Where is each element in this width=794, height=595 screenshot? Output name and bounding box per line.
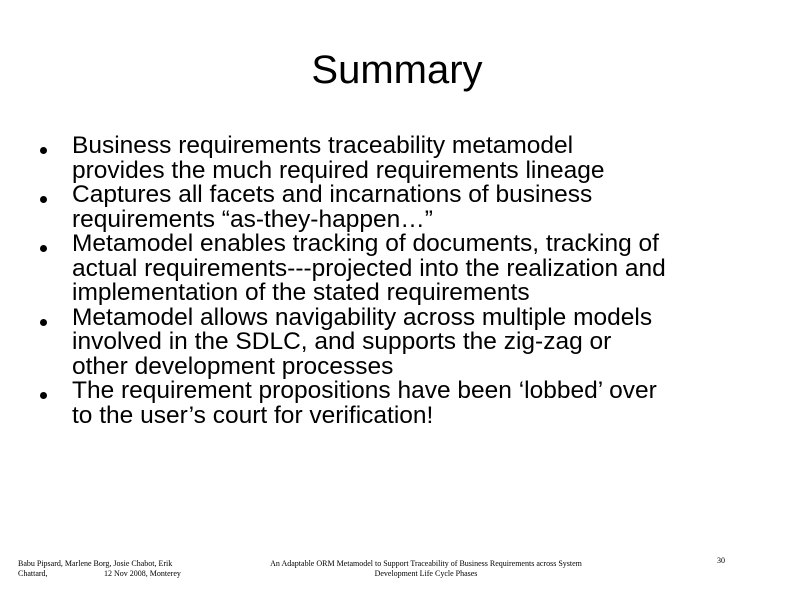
- bullet-item: [30, 303, 780, 380]
- footer-date: 12 Nov 2008, Monterey: [104, 569, 181, 578]
- bullet-text-line: Captures all facets and incarnations of business: [72, 181, 593, 208]
- bullet-item: [30, 379, 780, 428]
- bullet-dot-icon: [40, 319, 47, 326]
- bullet-text-line: to the user’s court for verification!: [72, 401, 434, 429]
- bullet-text-line: involved in the SDLC, and supports the zig-zag or: [72, 328, 612, 355]
- footer-paper-title-line: An Adaptable ORM Metamodel to Support Traceability of Business Requirements across System: [270, 559, 582, 568]
- bullet-dot-icon: [40, 147, 47, 154]
- bullet-text-line: implementation of the stated requirements: [72, 279, 530, 306]
- footer-authors-line: Babu Pipsard, Marlene Borg, Josie Chabot, Erik: [18, 559, 173, 568]
- bullet-item: [30, 232, 780, 306]
- bullet-item: [30, 134, 780, 183]
- bullet-text-line: Business requirements traceability metamodel: [72, 132, 574, 159]
- bullet-list: [30, 134, 780, 428]
- slide-title: Summary: [311, 48, 483, 92]
- bullet-text-line: Metamodel allows navigability across multiple models: [72, 303, 653, 331]
- bullet-dot-icon: [40, 392, 47, 399]
- bullet-text-line: The requirement propositions have been ‘lobbed’ over: [72, 377, 657, 404]
- bullet-text-line: other development processes: [72, 352, 394, 380]
- bullet-dot-icon: [40, 245, 47, 252]
- bullet-dot-icon: [40, 196, 47, 203]
- footer-authors: [18, 559, 218, 579]
- bullet-text-line: requirements “as-they-happen…”: [72, 205, 433, 233]
- bullet-item: [30, 183, 780, 232]
- bullet-text-line: actual requirements---projected into the realization and: [72, 254, 666, 282]
- footer-paper-title-line: Development Life Cycle Phases: [374, 569, 478, 578]
- bullet-text-line: provides the much required requirements lineage: [72, 156, 605, 184]
- footer-paper-title: [246, 559, 606, 579]
- bullet-text-line: Metamodel enables tracking of documents, tracking of: [72, 230, 659, 257]
- footer-authors-line: Chattard,: [18, 569, 48, 578]
- page-number: 30: [717, 556, 725, 565]
